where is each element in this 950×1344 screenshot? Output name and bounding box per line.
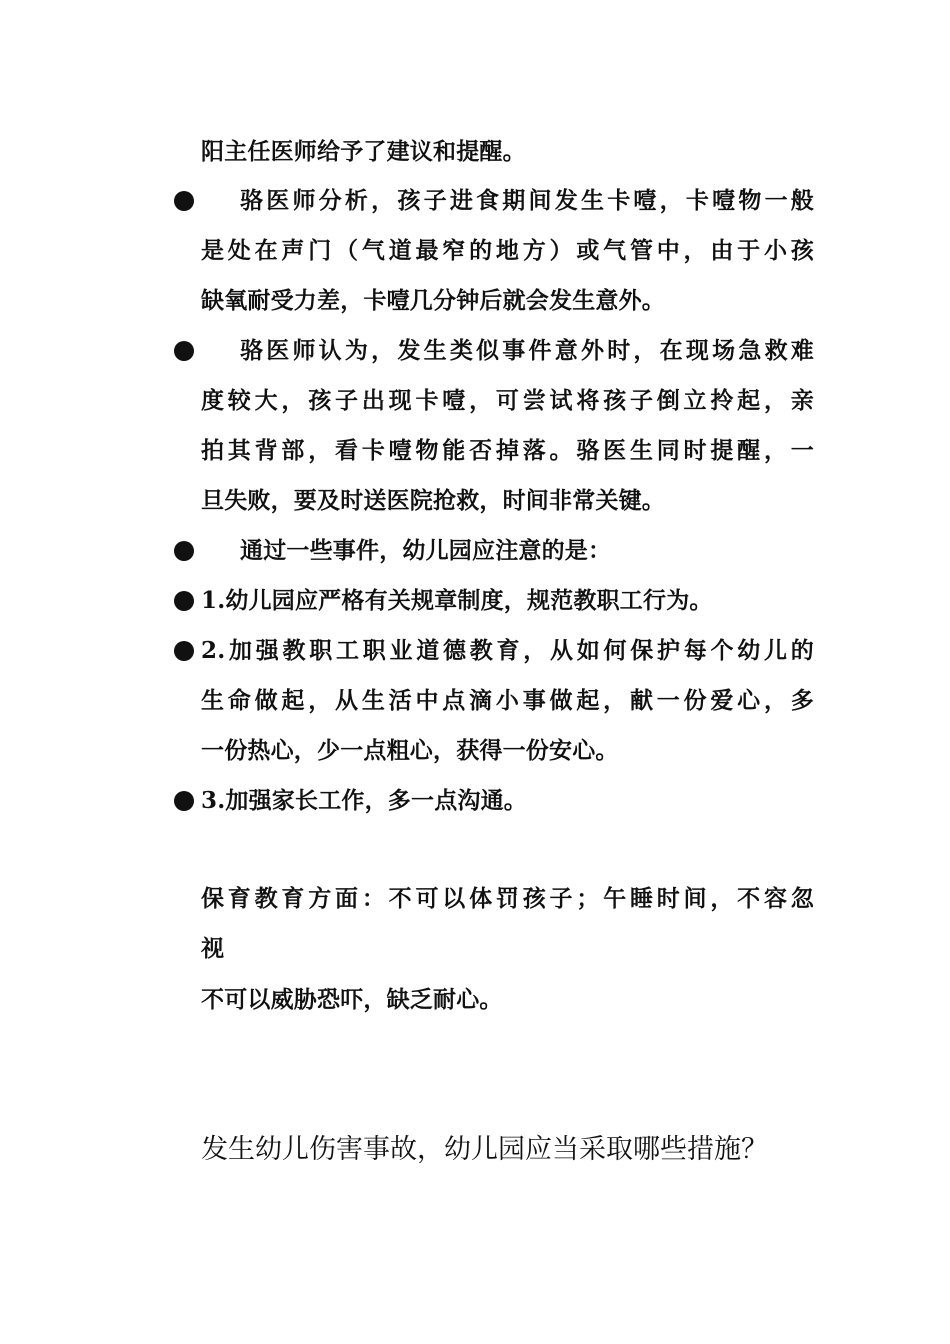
text-line: 骆医师认为，发生类似事件意外时，在现场急救难 xyxy=(240,337,814,364)
text-line: 不可以威胁恐吓，缺乏耐心。 xyxy=(201,986,503,1013)
text-line: 骆医师分析，孩子进食期间发生卡噎，卡噎物一般 xyxy=(240,187,814,214)
text-line: 缺氧耐受力差，卡噎几分钟后就会发生意外。 xyxy=(201,287,665,314)
text-line: 阳主任医师给予了建议和提醒。 xyxy=(201,138,526,165)
text-line: 视 xyxy=(201,935,225,962)
bullet-icon xyxy=(174,191,194,211)
text-line: 一份热心，少一点粗心，获得一份安心。 xyxy=(201,737,619,764)
bullet-icon xyxy=(174,591,194,611)
text-line: 生命做起，从生活中点滴小事做起，献一份爱心，多 xyxy=(201,687,814,714)
text-line: 度较大，孩子出现卡噎，可尝试将孩子倒立拎起，亲 xyxy=(201,387,814,414)
section-heading: 发生幼儿伤害事故，幼儿园应当采取哪些措施？ xyxy=(201,1134,768,1165)
text-line: 通过一些事件，幼儿园应注意的是： xyxy=(240,537,612,564)
bullet-icon xyxy=(174,641,194,661)
text-line: 1.幼儿园应严格有关规章制度，规范教职工行为。 xyxy=(201,587,713,614)
bullet-icon xyxy=(174,341,194,361)
text-line: 保育教育方面：不可以体罚孩子；午睡时间，不容忽 xyxy=(201,885,814,912)
bullet-icon xyxy=(174,791,194,811)
text-line: 2.加强教职工职业道德教育，从如何保护每个幼儿的 xyxy=(201,637,814,664)
text-line: 旦失败，要及时送医院抢救，时间非常关键。 xyxy=(201,487,665,514)
text-line: 拍其背部，看卡噎物能否掉落。骆医生同时提醒，一 xyxy=(201,437,814,464)
bullet-icon xyxy=(174,541,194,561)
text-line: 是处在声门（气道最窄的地方）或气管中，由于小孩 xyxy=(201,237,814,264)
text-line: 3.加强家长工作，多一点沟通。 xyxy=(201,787,528,814)
